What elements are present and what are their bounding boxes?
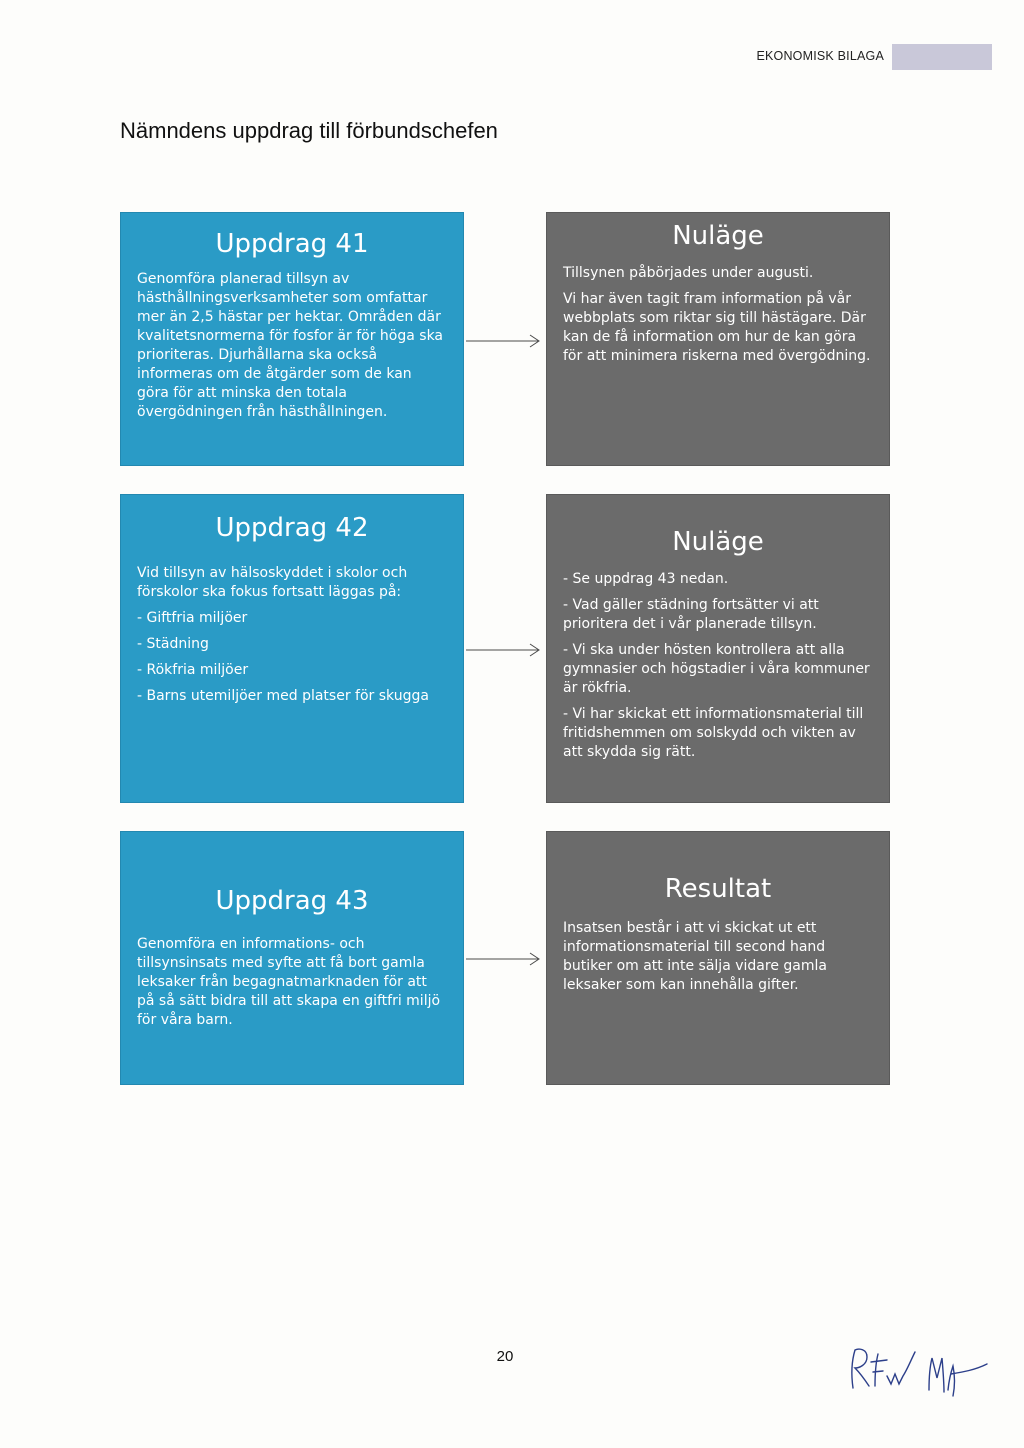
uppdrag-41-box [120,212,464,466]
header-label: EKONOMISK BILAGA [756,49,884,63]
nulage-42-line: - Vad gäller städning fortsätter vi att prioritera det i vår planerade tillsyn. [563,597,819,633]
uppdrag-42-line: - Städning [137,636,209,653]
header-tab [892,44,992,70]
page-number: 20 [496,1348,514,1365]
uppdrag-42-box [120,494,464,803]
nulage-41-line: Tillsynen påbörjades under augusti. [563,265,814,282]
uppdrag-41-text: Genomföra planerad tillsyn av hästhållningsverksamheter som omfattar mer än 2,5 hästar per hektar. Områden där kvalitetsnormerna för fosfor är för höga ska prioriteras. Djurhållarna ska också informeras om de åtgärder som de kan göra för att minska den totala övergödningen från hästhållningen. [137,271,444,421]
uppdrag-42-line: - Barns utemiljöer med platser för skugga [137,688,429,705]
nulage-41-box [546,212,890,466]
right-arrow-icon [466,951,542,967]
nulage-41-line: Vi har även tagit fram information på vår webbplats som riktar sig till hästägare. Där kan de få information om hur de kan göra för att minimera riskerna med övergödning. [563,291,871,365]
right-arrow-icon [466,333,542,349]
nulage-42-line: - Vi har skickat ett informationsmaterial till fritidshemmen om solskydd och vikten av att skydda sig rätt. [563,706,864,761]
uppdrag-42-title: Uppdrag 42 [215,513,369,543]
nulage-42-line: - Vi ska under hösten kontrollera att alla gymnasier och högstadier i våra kommuner är rökfria. [563,642,870,697]
resultat-43-title: Resultat [664,874,772,904]
nulage-41-title: Nuläge [672,221,764,251]
nulage-42-line: - Se uppdrag 43 nedan. [563,571,729,588]
uppdrag-41-title: Uppdrag 41 [215,229,369,259]
uppdrag-43-title: Uppdrag 43 [215,886,369,916]
uppdrag-43-box [120,831,464,1085]
resultat-43-box [546,831,890,1085]
uppdrag-42-line: Vid tillsyn av hälsoskyddet i skolor och förskolor ska fokus fortsatt läggas på: [137,565,408,601]
nulage-42-box [546,494,890,803]
uppdrag-43-text: Genomföra en informations- och tillsynsinsats med syfte att få bort gamla leksaker från begagnatmarknaden för att på så sätt bidra till att skapa en giftfri miljö för våra barn. [137,936,441,1029]
right-arrow-icon [466,642,542,658]
handwritten-signature [845,1330,995,1400]
uppdrag-42-line: - Giftfria miljöer [137,610,248,627]
page-title: Nämndens uppdrag till förbundschefen [120,118,498,143]
resultat-43-text: Insatsen består i att vi skickat ut ett informationsmaterial till second hand butiker om att inte sälja vidare gamla leksaker som kan innehålla gifter. [563,920,827,994]
nulage-42-title: Nuläge [672,527,764,557]
uppdrag-42-line: - Rökfria miljöer [137,662,249,679]
